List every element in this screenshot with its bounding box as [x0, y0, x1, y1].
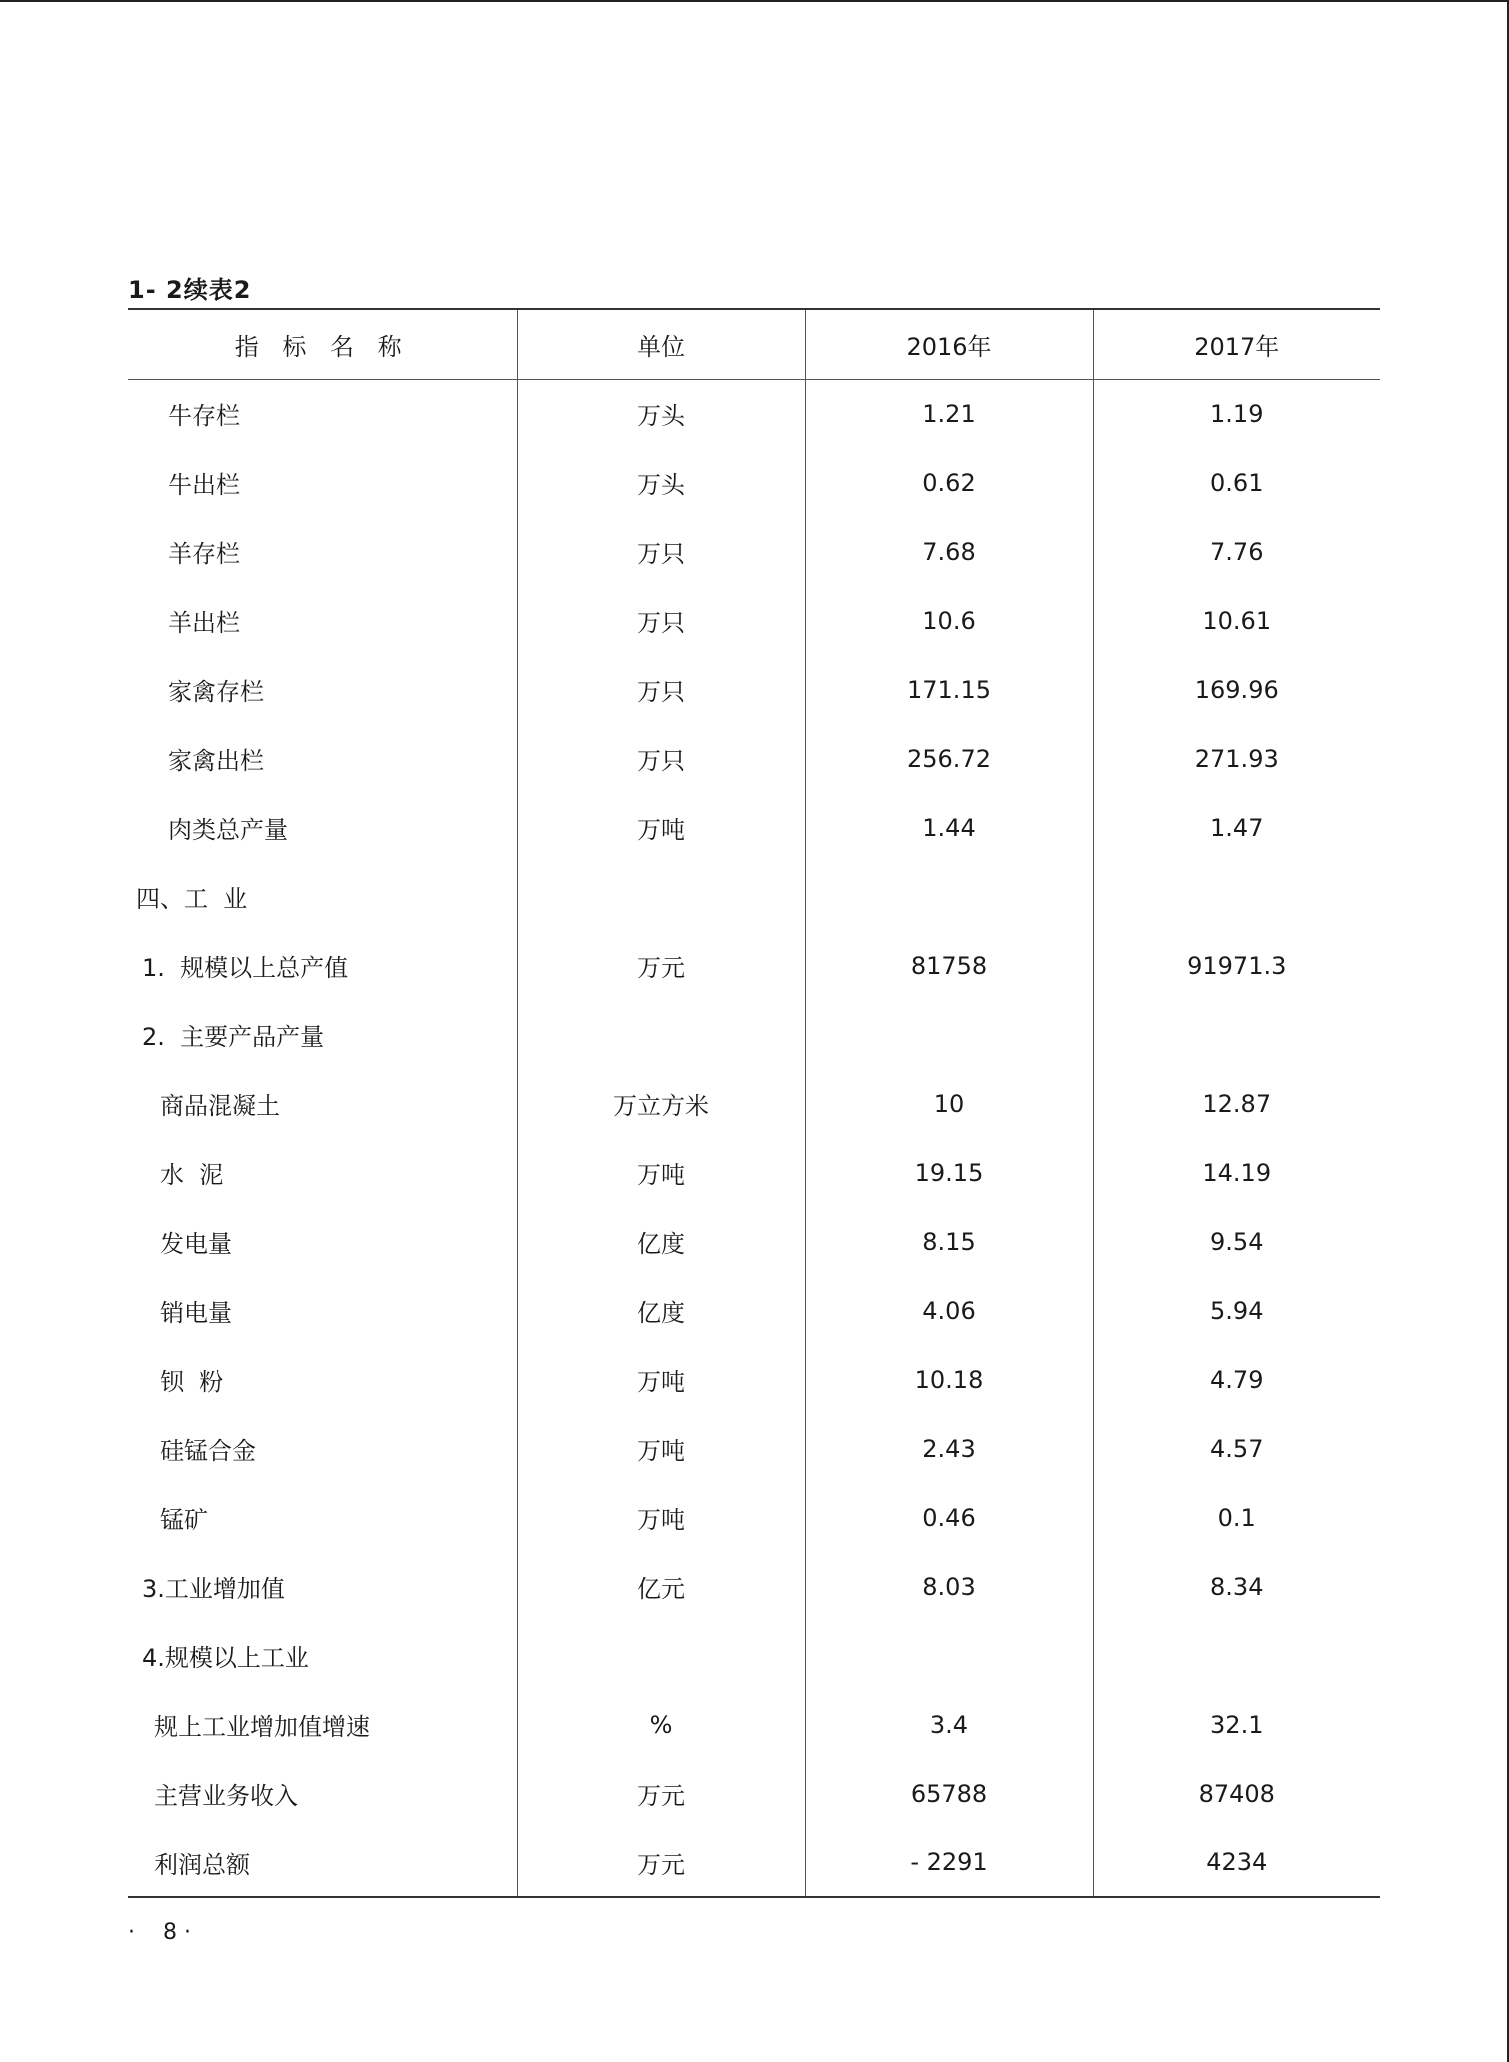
table-row: [128, 1069, 1380, 1138]
row-value-2016: 8.03: [805, 1552, 1093, 1621]
row-value-2017: 1.19: [1093, 379, 1380, 448]
row-value-2016: 10.18: [805, 1345, 1093, 1414]
row-unit: [517, 1621, 805, 1690]
table-row: [128, 724, 1380, 793]
table-row: [128, 1138, 1380, 1207]
row-value-2017: 8.34: [1093, 1552, 1380, 1621]
row-unit: 万元: [517, 931, 805, 1000]
row-name: 牛存栏: [168, 402, 240, 431]
row-name: 硅锰合金: [160, 1437, 256, 1465]
row-value-2016: 8.15: [805, 1207, 1093, 1276]
table-row: [128, 1828, 1380, 1897]
row-value-2017: 0.1: [1093, 1483, 1380, 1552]
row-value-2016: 1.44: [805, 793, 1093, 862]
row-value-2017: [1093, 862, 1380, 931]
row-value-2016: 65788: [805, 1759, 1093, 1828]
row-value-2017: 4234: [1093, 1828, 1380, 1897]
row-value-2017: 87408: [1093, 1759, 1380, 1828]
row-value-2016: 7.68: [805, 517, 1093, 586]
row-value-2017: 10.61: [1093, 586, 1380, 655]
row-name: 3.工业增加值: [142, 1575, 285, 1603]
row-value-2017: 14.19: [1093, 1138, 1380, 1207]
row-name: 1. 规模以上总产值: [142, 954, 349, 982]
table-row: [128, 1759, 1380, 1828]
row-name: 羊出栏: [168, 609, 240, 637]
row-value-2017: 4.57: [1093, 1414, 1380, 1483]
header-2017: 2017年: [1093, 309, 1380, 379]
row-value-2017: 5.94: [1093, 1276, 1380, 1345]
row-unit: 万立方米: [517, 1069, 805, 1138]
row-unit: 万吨: [517, 1345, 805, 1414]
table-row: [128, 1483, 1380, 1552]
row-value-2016: 3.4: [805, 1690, 1093, 1759]
row-value-2017: 9.54: [1093, 1207, 1380, 1276]
row-value-2017: 12.87: [1093, 1069, 1380, 1138]
table-row: [128, 1345, 1380, 1414]
row-name: 规上工业增加值增速: [154, 1713, 370, 1741]
table-row: [128, 379, 1380, 448]
table-row-section: [128, 862, 1380, 931]
row-unit: 万元: [517, 1759, 805, 1828]
header-indicator-name: 指 标 名 称: [128, 309, 517, 379]
row-value-2017: 0.61: [1093, 448, 1380, 517]
row-value-2016: 19.15: [805, 1138, 1093, 1207]
section-name: 四、工 业: [136, 885, 248, 913]
row-value-2017: 91971.3: [1093, 931, 1380, 1000]
row-name: 销电量: [160, 1299, 232, 1327]
statistics-table: [128, 308, 1380, 1898]
row-unit: 万吨: [517, 1483, 805, 1552]
table-row: [128, 586, 1380, 655]
table-row: [128, 1552, 1380, 1621]
table-title: 1- 2续表2: [128, 276, 252, 304]
row-unit: 万头: [517, 379, 805, 448]
row-value-2017: 4.79: [1093, 1345, 1380, 1414]
row-value-2016: 2.43: [805, 1414, 1093, 1483]
row-value-2017: 32.1: [1093, 1690, 1380, 1759]
table-row: [128, 1414, 1380, 1483]
row-value-2016: [805, 862, 1093, 931]
row-unit: 亿元: [517, 1552, 805, 1621]
row-unit: 万吨: [517, 1414, 805, 1483]
row-value-2016: 256.72: [805, 724, 1093, 793]
row-name: 利润总额: [128, 1828, 517, 1897]
table-row: [128, 517, 1380, 586]
table-row: [128, 655, 1380, 724]
row-unit: [517, 1000, 805, 1069]
row-name: 2. 主要产品产量: [142, 1023, 325, 1051]
header-unit: 单位: [517, 309, 805, 379]
row-name: 锰矿: [160, 1506, 208, 1534]
table-row: [128, 793, 1380, 862]
row-unit: 万只: [517, 724, 805, 793]
table-row: [128, 448, 1380, 517]
row-value-2017: 1.47: [1093, 793, 1380, 862]
header-2016: 2016年: [805, 309, 1093, 379]
row-name: 水 泥: [160, 1161, 224, 1189]
row-value-2017: 169.96: [1093, 655, 1380, 724]
row-value-2017: [1093, 1621, 1380, 1690]
row-unit: 万元: [517, 1828, 805, 1897]
row-name: 钡 粉: [160, 1368, 224, 1396]
row-value-2016: 4.06: [805, 1276, 1093, 1345]
row-value-2016: [805, 1621, 1093, 1690]
row-value-2016: 1.21: [805, 379, 1093, 448]
row-name: 4.规模以上工业: [142, 1644, 309, 1672]
table-row: [128, 1207, 1380, 1276]
row-value-2016: 10.6: [805, 586, 1093, 655]
row-value-2017: 271.93: [1093, 724, 1380, 793]
row-unit: [517, 862, 805, 931]
row-value-2016: 81758: [805, 931, 1093, 1000]
table-row: [128, 1276, 1380, 1345]
row-unit: 万头: [517, 448, 805, 517]
row-unit: 万吨: [517, 1138, 805, 1207]
table-header-row: [128, 309, 1380, 379]
row-unit: 亿度: [517, 1207, 805, 1276]
row-unit: %: [517, 1690, 805, 1759]
row-value-2017: 7.76: [1093, 517, 1380, 586]
row-name: 家禽出栏: [168, 747, 264, 775]
row-name: 发电量: [160, 1230, 232, 1258]
row-unit: 亿度: [517, 1276, 805, 1345]
row-name: 羊存栏: [168, 540, 240, 568]
row-unit: 万吨: [517, 793, 805, 862]
row-name: 牛出栏: [168, 471, 240, 499]
row-unit: 万只: [517, 655, 805, 724]
row-name: 肉类总产量: [168, 816, 288, 844]
row-name: 家禽存栏: [168, 678, 264, 706]
row-name: 商品混凝土: [160, 1092, 280, 1120]
table-row-subsection: [128, 1000, 1380, 1069]
row-unit: 万只: [517, 517, 805, 586]
table-row-subsection: [128, 1621, 1380, 1690]
page-number: · 8 ·: [128, 1920, 191, 1945]
row-unit: 万只: [517, 586, 805, 655]
row-value-2016: [805, 1000, 1093, 1069]
row-value-2016: 0.46: [805, 1483, 1093, 1552]
row-value-2017: [1093, 1000, 1380, 1069]
table-row: [128, 1690, 1380, 1759]
row-value-2016: 171.15: [805, 655, 1093, 724]
row-value-2016: 0.62: [805, 448, 1093, 517]
table-row: [128, 931, 1380, 1000]
row-name: 主营业务收入: [154, 1782, 298, 1810]
row-value-2016: - 2291: [805, 1828, 1093, 1897]
row-value-2016: 10: [805, 1069, 1093, 1138]
